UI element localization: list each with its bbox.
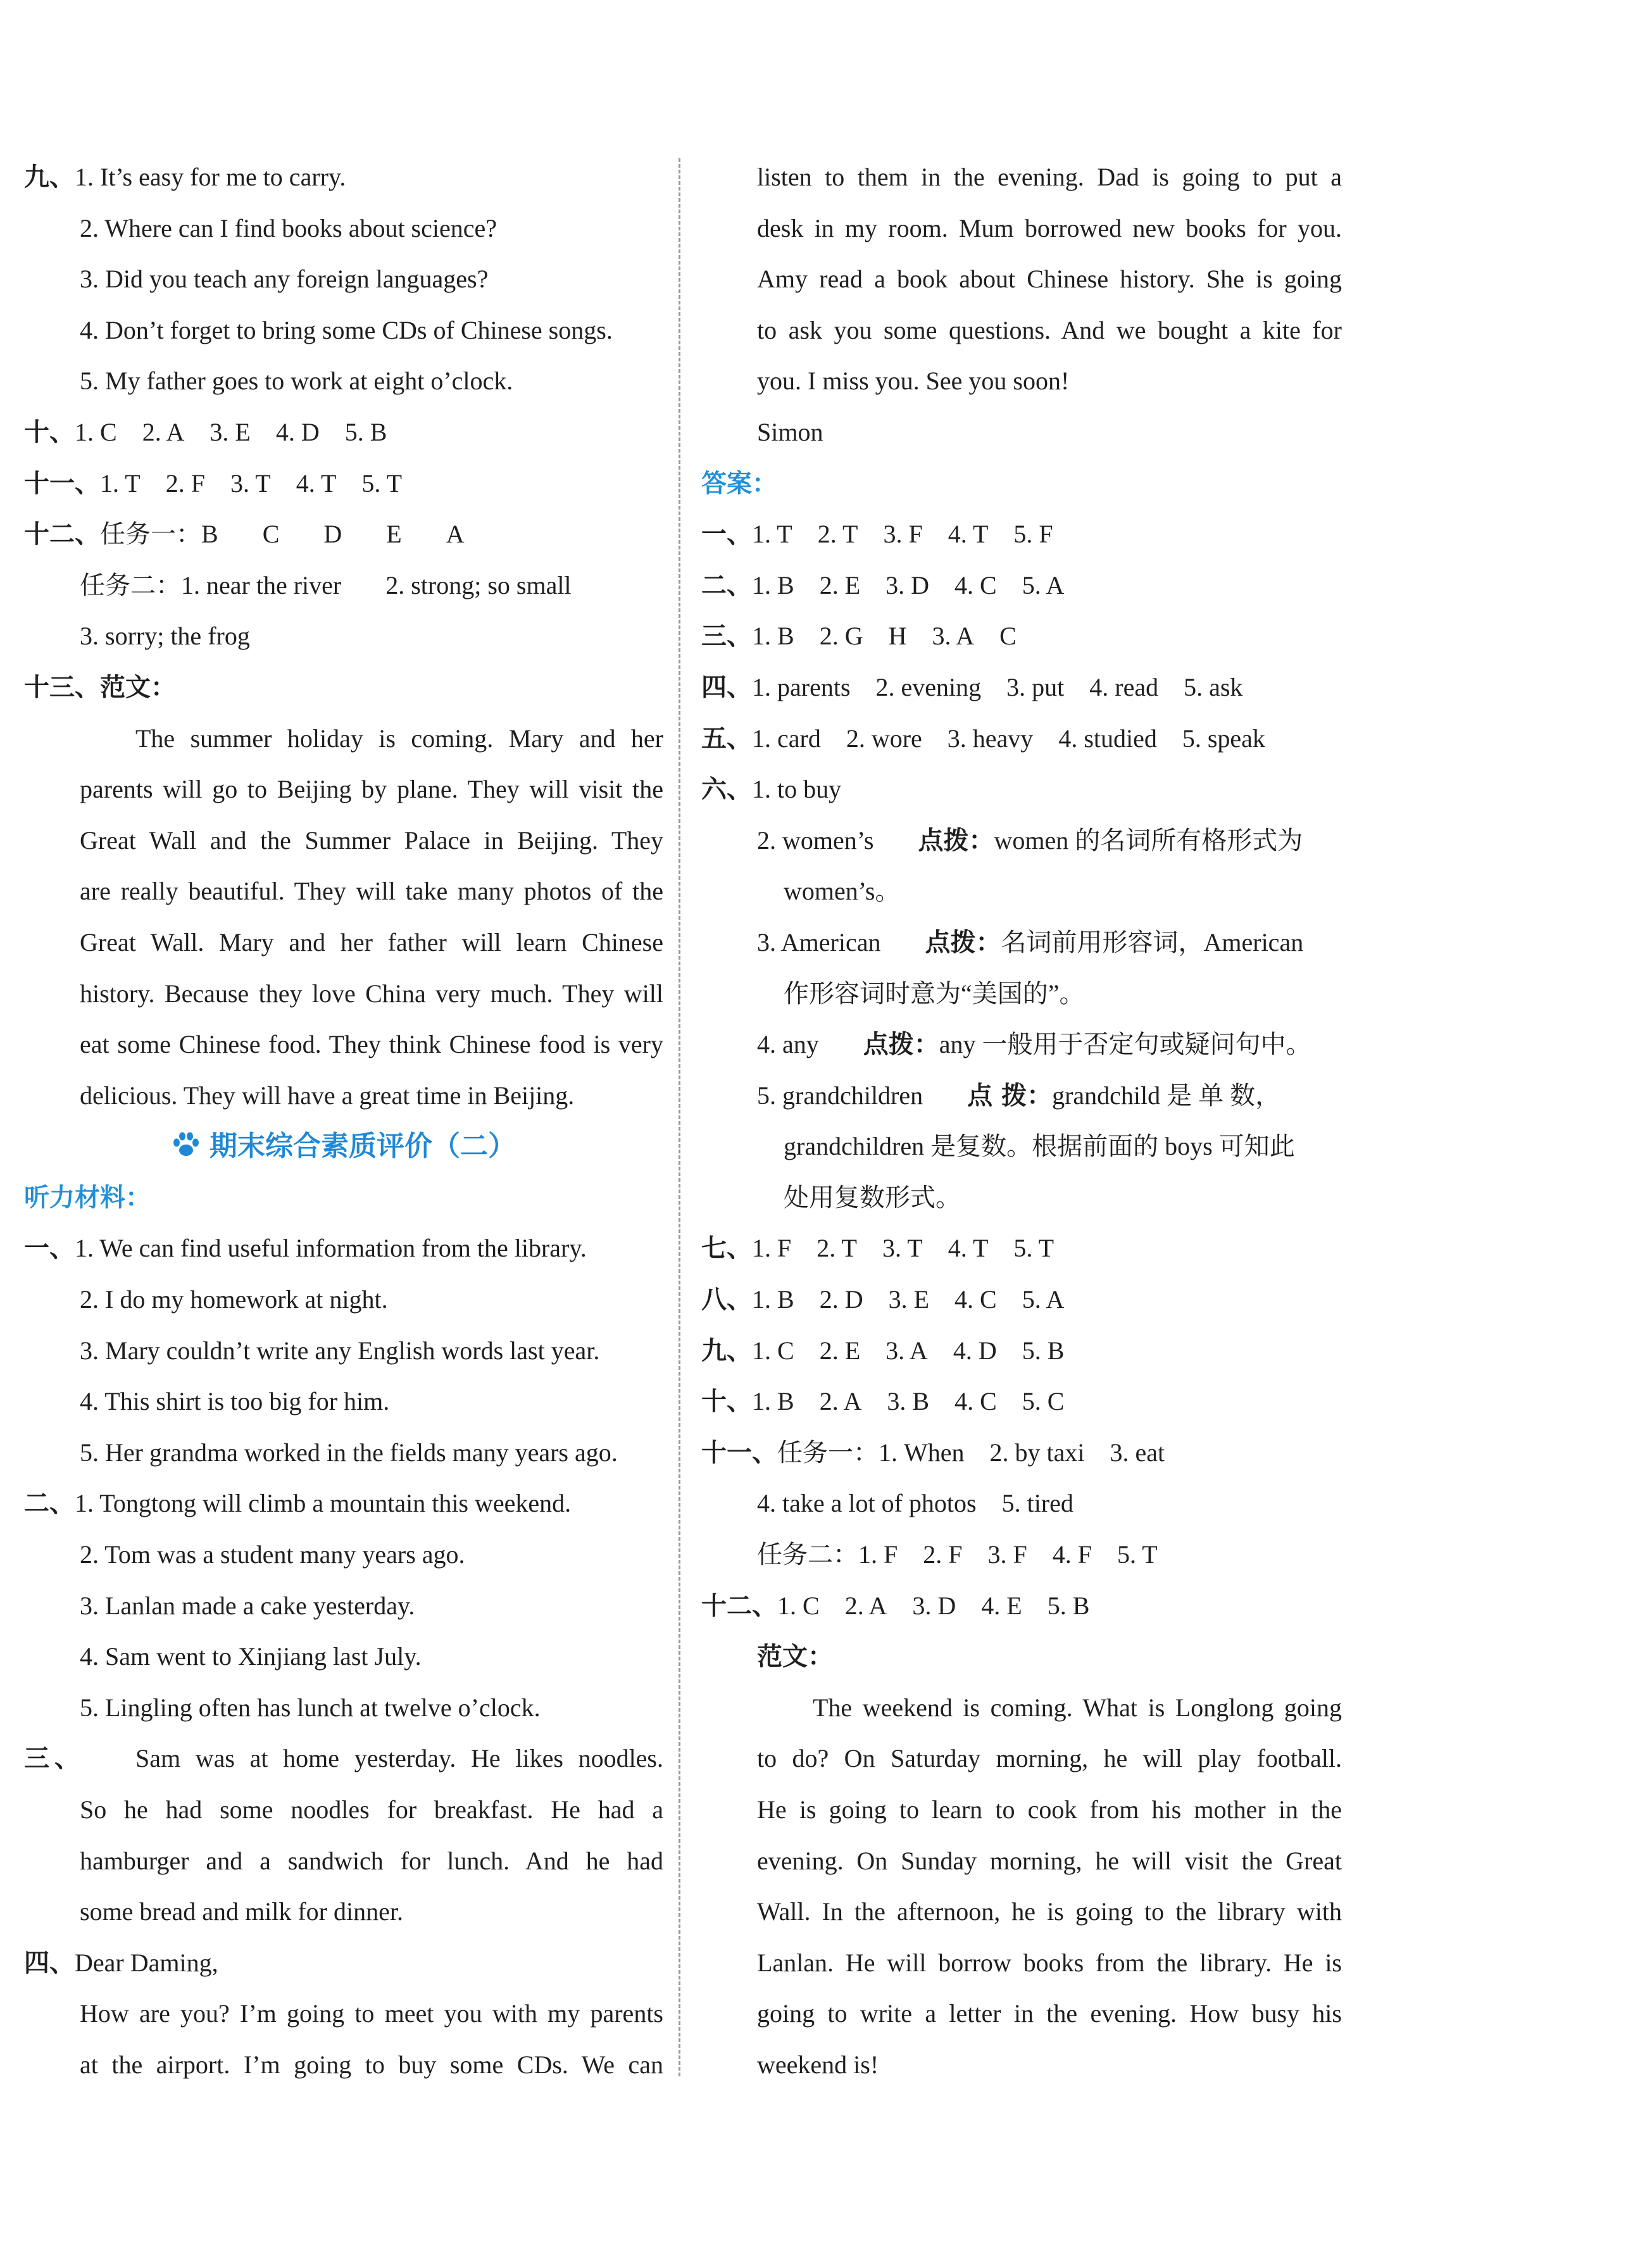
s9-item-2: 2. Where can I find books about science? bbox=[80, 213, 497, 242]
s10-answers: 十、1. C 2. A 3. E 4. D 5. B bbox=[24, 417, 387, 447]
section-title: 期末综合素质评价（二） bbox=[24, 1121, 663, 1172]
a9-answers: 九、1. C 2. E 3. A 4. D 5. B bbox=[701, 1336, 1065, 1365]
letter-line: Amy read a book about Chinese history. She is going bbox=[757, 265, 1342, 294]
a12-essay-line: Wall. In the afternoon, he is going to the library with bbox=[757, 1897, 1342, 1926]
s13-heading: 十三、范文： bbox=[24, 672, 176, 702]
a12-essay-line: to do? On Saturday morning, he will play football. bbox=[757, 1744, 1342, 1773]
l1-item-1: 一、1. We can find useful information from the library. bbox=[24, 1234, 587, 1264]
a5-answers: 五、1. card 2. wore 3. heavy 4. studied 5. speak bbox=[701, 724, 1265, 753]
s13-essay-line: delicious. They will have a great time in Beijing. bbox=[80, 1081, 575, 1110]
a6-q3-cont: 作形容词时意为“美国的”。 bbox=[784, 979, 1085, 1008]
l1-item-4: 4. This shirt is too big for him. bbox=[80, 1387, 390, 1416]
l2-item-2: 2. Tom was a student many years ago. bbox=[80, 1540, 465, 1569]
a6-q5-cont: grandchildren 是复数。根据前面的 boys 可知此 bbox=[784, 1132, 1295, 1161]
s9-item-5: 5. My father goes to work at eight o’clock. bbox=[80, 367, 513, 396]
a12-essay-label: 范文： bbox=[757, 1642, 833, 1672]
letter-signature: Simon bbox=[757, 417, 823, 446]
a12-essay-line: weekend is! bbox=[757, 2050, 879, 2079]
a11-task2: 任务二：1. F 2. F 3. F 4. F 5. T bbox=[757, 1540, 1158, 1569]
s13-essay-line: parents will go to Beijing by plane. They will visit the bbox=[80, 775, 663, 804]
s13-essay-line: Great Wall and the Summer Palace in Beijing. They bbox=[80, 825, 663, 855]
a12-essay-line: Lanlan. He will borrow books from the library. He is bbox=[757, 1948, 1342, 1977]
paw-icon bbox=[172, 1131, 201, 1159]
listening-label: 听力材料： bbox=[24, 1183, 151, 1212]
l1-item-2: 2. I do my homework at night. bbox=[80, 1285, 388, 1314]
a12-essay-line: The weekend is coming. What is Longlong going bbox=[813, 1693, 1342, 1722]
l2-item-3: 3. Lanlan made a cake yesterday. bbox=[80, 1591, 415, 1620]
l1-item-5: 5. Her grandma worked in the fields many years ago. bbox=[80, 1438, 618, 1467]
s12-task2-cont: 3. sorry; the frog bbox=[80, 622, 250, 651]
l2-item-4: 4. Sam went to Xinjiang last July. bbox=[80, 1642, 422, 1671]
s13-essay-line: Great Wall. Mary and her father will learn Chinese bbox=[80, 927, 663, 957]
a2-answers: 二、1. B 2. E 3. D 4. C 5. A bbox=[701, 570, 1065, 600]
a11-task1-cont: 4. take a lot of photos 5. tired bbox=[757, 1489, 1073, 1518]
answers-label: 答案： bbox=[701, 468, 777, 498]
l4-line: at the airport. I’m going to buy some CDs. We can bbox=[80, 2050, 663, 2079]
s13-essay-line: The summer holiday is coming. Mary and her bbox=[135, 724, 663, 753]
a12-essay-line: evening. On Sunday morning, he will visit the Great bbox=[757, 1846, 1342, 1875]
l4-greeting: 四、Dear Daming, bbox=[24, 1948, 218, 1978]
s13-essay-line: eat some Chinese food. They think Chinese food is very bbox=[80, 1030, 663, 1059]
l2-item-5: 5. Lingling often has lunch at twelve o’clock. bbox=[80, 1693, 541, 1722]
letter-line: listen to them in the evening. Dad is going to put a bbox=[757, 163, 1342, 191]
right-column bbox=[701, 152, 1342, 2091]
a4-answers: 四、1. parents 2. evening 3. put 4. read 5. ask bbox=[701, 672, 1243, 702]
s9-item-3: 3. Did you teach any foreign languages? bbox=[80, 265, 489, 294]
a6-q2: 2. women’s 点拨：women 的名词所有格形式为 bbox=[757, 825, 1303, 855]
s12-task2: 任务二：1. near the river 2. strong; so small bbox=[80, 570, 572, 599]
a12-answers: 十二、1. C 2. A 3. D 4. E 5. B bbox=[701, 1591, 1090, 1621]
a8-answers: 八、1. B 2. D 3. E 4. C 5. A bbox=[701, 1285, 1065, 1315]
a1-answers: 一、1. T 2. T 3. F 4. T 5. F bbox=[701, 520, 1053, 549]
left-column bbox=[24, 152, 663, 2091]
column-divider bbox=[679, 158, 680, 2076]
s11-answers: 十一、1. T 2. F 3. T 4. T 5. T bbox=[24, 468, 403, 498]
a11-task1: 十一、任务一：1. When 2. by taxi 3. eat bbox=[701, 1438, 1165, 1467]
a6-q5-cont: 处用复数形式。 bbox=[784, 1183, 961, 1212]
l4-line: How are you? I’m going to meet you with my parents bbox=[80, 1999, 663, 2028]
a6-q5: 5. grandchildren 点 拨：grandchild 是 单 数， bbox=[757, 1081, 1281, 1110]
s12-task1: 十二、任务一：B C D E A bbox=[24, 520, 465, 549]
l3-line: some bread and milk for dinner. bbox=[80, 1897, 403, 1926]
a10-answers: 十、1. B 2. A 3. B 4. C 5. C bbox=[701, 1387, 1065, 1417]
a3-answers: 三、1. B 2. G H 3. A C bbox=[701, 622, 1017, 651]
a6-q4: 4. any 点拨：any 一般用于否定句或疑问句中。 bbox=[757, 1030, 1311, 1060]
l3-line-1: 三、 Sam was at home yesterday. He likes noodles. bbox=[24, 1744, 663, 1774]
a6-q3: 3. American 点拨：名词前用形容词，American bbox=[757, 927, 1304, 957]
l2-item-1: 二、1. Tongtong will climb a mountain this weekend. bbox=[24, 1489, 572, 1519]
s9-item-1: 九、1. It’s easy for me to carry. bbox=[24, 163, 346, 192]
a12-essay-line: He is going to learn to cook from his mother in the bbox=[757, 1795, 1342, 1824]
l1-item-3: 3. Mary couldn’t write any English words last year. bbox=[80, 1336, 600, 1365]
s13-essay-line: history. Because they love China very much. They will bbox=[80, 979, 663, 1008]
s9-item-4: 4. Don’t forget to bring some CDs of Chinese songs. bbox=[80, 315, 613, 344]
s13-essay-line: are really beautiful. They will take many photos of the bbox=[80, 877, 663, 906]
a6-q2-cont: women’s。 bbox=[784, 877, 901, 906]
letter-line: you. I miss you. See you soon! bbox=[757, 367, 1070, 396]
l3-line: So he had some noodles for breakfast. He had a bbox=[80, 1795, 663, 1824]
letter-line: to ask you some questions. And we bought a kite for bbox=[757, 315, 1342, 344]
l3-line: hamburger and a sandwich for lunch. And he had bbox=[80, 1846, 663, 1875]
a6-q1: 六、1. to buy bbox=[701, 775, 842, 805]
a7-answers: 七、1. F 2. T 3. T 4. T 5. T bbox=[701, 1234, 1054, 1264]
a12-essay-line: going to write a letter in the evening. How busy his bbox=[757, 1999, 1342, 2028]
letter-line: desk in my room. Mum borrowed new books for you. bbox=[757, 213, 1342, 242]
